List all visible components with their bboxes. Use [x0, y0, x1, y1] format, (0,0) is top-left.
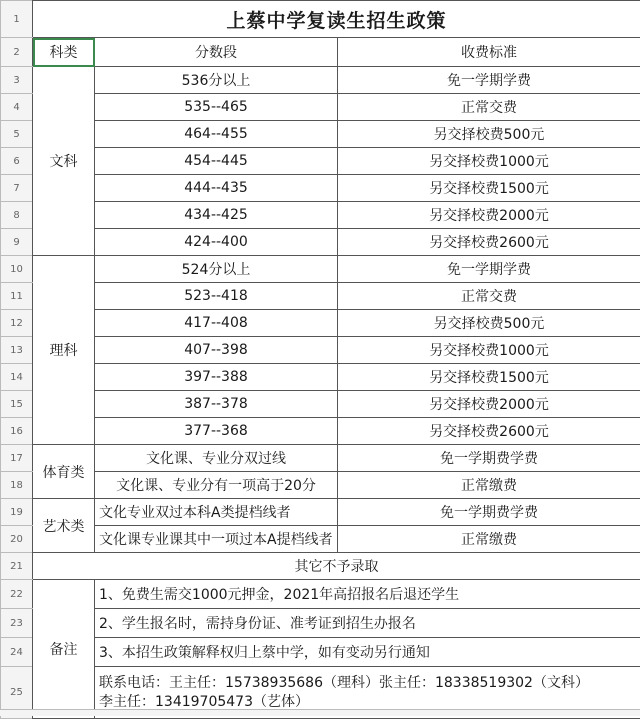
table-row — [1, 148, 640, 175]
fee-cell[interactable]: 正常交费 — [338, 283, 640, 310]
row-number[interactable]: 19 — [1, 499, 33, 526]
fee-cell[interactable]: 另交择校费2000元 — [338, 391, 640, 418]
page-title[interactable]: 上蔡中学复读生招生政策 — [33, 1, 640, 38]
table-row — [1, 121, 640, 148]
row-number[interactable]: 20 — [1, 526, 33, 553]
score-cell[interactable]: 407--398 — [95, 337, 338, 364]
fee-cell[interactable]: 免一学期费学费 — [338, 445, 640, 472]
table-row — [1, 418, 640, 445]
table-row — [1, 638, 640, 667]
score-cell[interactable]: 417--408 — [95, 310, 338, 337]
table-row — [1, 553, 640, 580]
fee-cell[interactable]: 另交择校费2600元 — [338, 229, 640, 256]
fee-cell[interactable]: 另交择校费500元 — [338, 310, 640, 337]
score-cell[interactable]: 523--418 — [95, 283, 338, 310]
table-row — [1, 202, 640, 229]
header-category[interactable]: 科类 — [33, 38, 95, 67]
category-notes[interactable]: 备注 — [33, 580, 95, 719]
table-row — [1, 310, 640, 337]
note-item[interactable]: 2、学生报名时，需持身份证、准考证到招生办报名 — [95, 609, 640, 638]
row-number[interactable]: 4 — [1, 94, 33, 121]
fee-cell[interactable]: 另交择校费1500元 — [338, 364, 640, 391]
score-cell[interactable]: 464--455 — [95, 121, 338, 148]
fee-cell[interactable]: 免一学期学费 — [338, 256, 640, 283]
table-row — [1, 445, 640, 472]
row-number[interactable]: 8 — [1, 202, 33, 229]
score-cell[interactable]: 535--465 — [95, 94, 338, 121]
score-cell[interactable]: 文化专业双过本科A类提档线者 — [95, 499, 338, 526]
row-number[interactable]: 21 — [1, 553, 33, 580]
fee-cell[interactable]: 正常缴费 — [338, 526, 640, 553]
row-number[interactable]: 1 — [1, 1, 33, 38]
row-number[interactable]: 10 — [1, 256, 33, 283]
category-like[interactable]: 理科 — [33, 256, 95, 445]
fee-cell[interactable]: 另交择校费1500元 — [338, 175, 640, 202]
row-number[interactable]: 17 — [1, 445, 33, 472]
score-cell[interactable]: 536分以上 — [95, 67, 338, 94]
contact-line-1: 联系电话：王主任：15738935686（理科）张主任：18338519302（文科） — [99, 674, 640, 693]
row-number[interactable]: 23 — [1, 609, 33, 638]
score-cell[interactable]: 444--435 — [95, 175, 338, 202]
table-row — [1, 175, 640, 202]
table-row — [1, 67, 640, 94]
table-row — [1, 283, 640, 310]
category-tiyu[interactable]: 体育类 — [33, 445, 95, 499]
fee-cell[interactable]: 另交择校费500元 — [338, 121, 640, 148]
table-row — [1, 364, 640, 391]
table-row — [1, 499, 640, 526]
row-number[interactable]: 2 — [1, 38, 33, 67]
score-cell[interactable]: 424--400 — [95, 229, 338, 256]
fee-cell[interactable]: 另交择校费2000元 — [338, 202, 640, 229]
score-cell[interactable]: 387--378 — [95, 391, 338, 418]
header-row — [1, 38, 640, 67]
table-row — [1, 609, 640, 638]
row-number[interactable]: 3 — [1, 67, 33, 94]
score-cell[interactable]: 377--368 — [95, 418, 338, 445]
row-number[interactable]: 11 — [1, 283, 33, 310]
note-item[interactable]: 3、本招生政策解释权归上蔡中学，如有变动另行通知 — [95, 638, 640, 667]
score-cell[interactable]: 397--388 — [95, 364, 338, 391]
table-row — [1, 526, 640, 553]
fee-cell[interactable]: 免一学期费学费 — [338, 499, 640, 526]
row-number[interactable]: 22 — [1, 580, 33, 609]
table-row — [1, 580, 640, 609]
row-number[interactable]: 5 — [1, 121, 33, 148]
other-note[interactable]: 其它不予录取 — [33, 553, 640, 580]
table-row — [1, 94, 640, 121]
fee-cell[interactable]: 另交择校费1000元 — [338, 148, 640, 175]
table-row — [1, 391, 640, 418]
table-row — [1, 472, 640, 499]
fee-cell[interactable]: 正常交费 — [338, 94, 640, 121]
score-cell[interactable]: 434--425 — [95, 202, 338, 229]
category-yishu[interactable]: 艺术类 — [33, 499, 95, 553]
table-row — [1, 256, 640, 283]
fee-cell[interactable]: 免一学期学费 — [338, 67, 640, 94]
row-number[interactable]: 14 — [1, 364, 33, 391]
table-row — [1, 229, 640, 256]
row-number[interactable]: 13 — [1, 337, 33, 364]
row-number[interactable]: 16 — [1, 418, 33, 445]
row-number[interactable]: 7 — [1, 175, 33, 202]
row-number[interactable]: 9 — [1, 229, 33, 256]
score-cell[interactable]: 454--445 — [95, 148, 338, 175]
note-item[interactable]: 1、免费生需交1000元押金，2021年高招报名后退还学生 — [95, 580, 640, 609]
row-number[interactable]: 15 — [1, 391, 33, 418]
row-number[interactable]: 24 — [1, 638, 33, 667]
contact-line-2: 李主任：13419705473（艺体） — [99, 693, 640, 712]
score-cell[interactable]: 文化课专业课其中一项过本A提档线者 — [95, 526, 338, 553]
fee-cell[interactable]: 另交择校费1000元 — [338, 337, 640, 364]
row-number[interactable]: 25 — [1, 667, 33, 719]
category-wenke[interactable]: 文科 — [33, 67, 95, 256]
fee-cell[interactable]: 另交择校费2600元 — [338, 418, 640, 445]
table-row — [1, 337, 640, 364]
table-row — [1, 1, 640, 38]
header-score[interactable]: 分数段 — [95, 38, 338, 67]
score-cell[interactable]: 文化课、专业分有一项高于20分 — [95, 472, 338, 499]
row-number[interactable]: 12 — [1, 310, 33, 337]
row-number[interactable]: 18 — [1, 472, 33, 499]
fee-cell[interactable]: 正常缴费 — [338, 472, 640, 499]
header-fee[interactable]: 收费标准 — [338, 38, 640, 67]
score-cell[interactable]: 524分以上 — [95, 256, 338, 283]
row-number[interactable]: 6 — [1, 148, 33, 175]
score-cell[interactable]: 文化课、专业分双过线 — [95, 445, 338, 472]
